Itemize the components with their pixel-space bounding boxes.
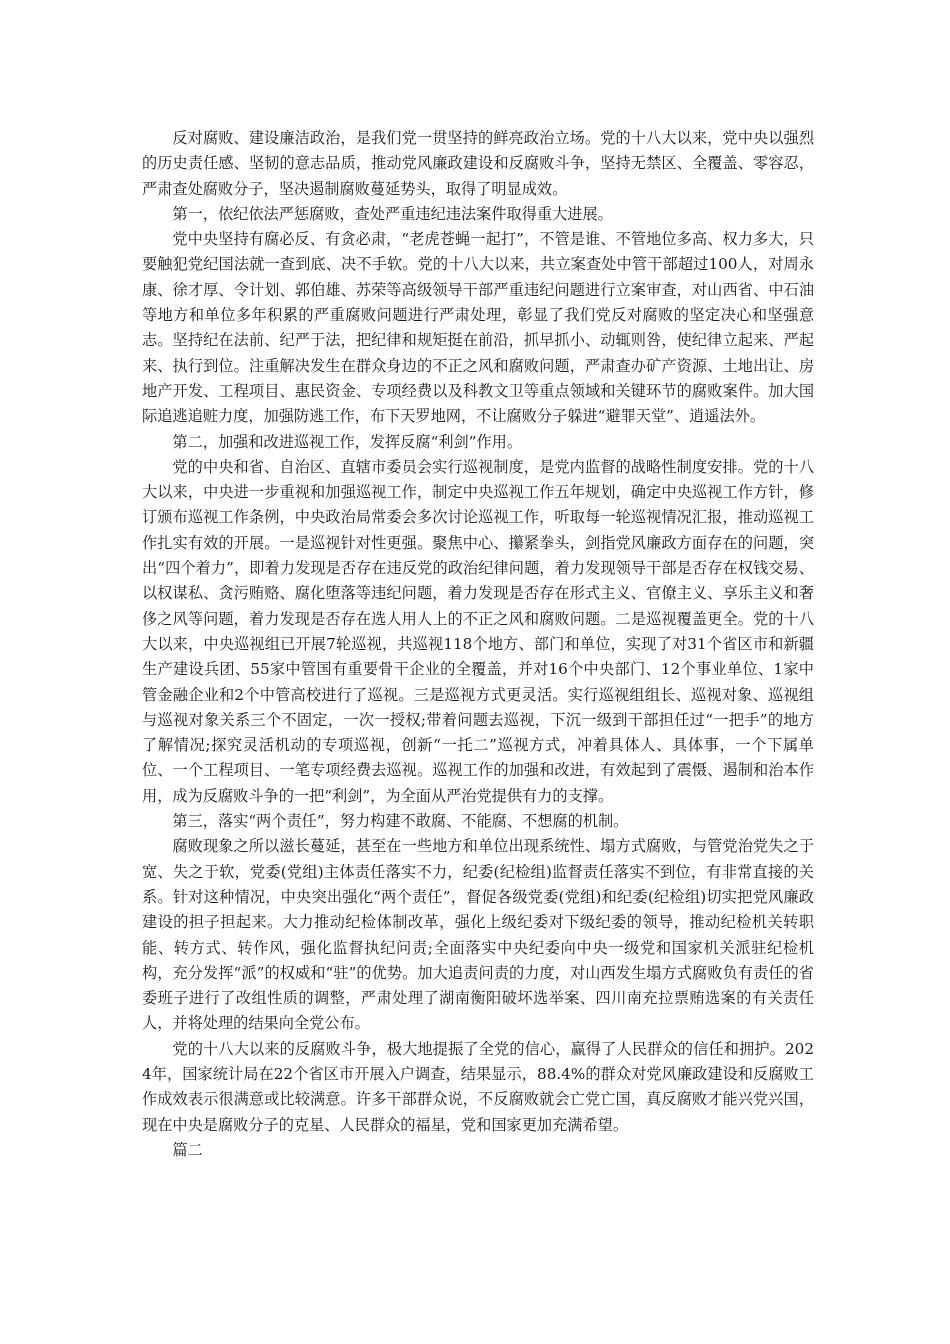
article-body: [142, 126, 814, 1163]
paragraph-section-3: 腐败现象之所以滋长蔓延，甚至在一些地方和单位出现系统性、塌方式腐败，与管党治党失之于宽、失之于软，党委(党组)主体责任落实不力，纪委(纪检组)监督责任落实不到位，有非常直接的关系。针对这种情况，中央突出强化“两个责任”，督促各级党委(党组)和纪委(纪检组)切实把党风廉政建设的担子担起来。大力推动纪检体制改革，强化上级纪委对下级纪委的领导，推动纪检机关转职能、转方式、转作风，强化监督执纪问责;全面落实中央纪委向中央一级党和国家机关派驻纪检机构，充分发挥“派”的权威和“驻”的优势。加大追责问责的力度，对山西发生塌方式腐败负有责任的省委班子进行了改组性质的调整，严肃处理了湖南衡阳破坏选举案、四川南充拉票贿选案的有关责任人，并将处理的结果向全党公布。: [142, 837, 814, 1033]
section-heading-2: 第二，加强和改进巡视工作，发挥反腐“利剑”作用。: [172, 432, 523, 451]
paragraph-section-2: 党的中央和省、自治区、直辖市委员会实行巡视制度，是党内监督的战略性制度安排。党的十八大以来，中央进一步重视和加强巡视工作，制定中央巡视工作五年规划，确定中央巡视工作方针，修订颁布巡视工作条例，中央政治局常委会多次讨论巡视工作，听取每一轮巡视情况汇报，推动巡视工作扎实有效的开展。一是巡视针对性更强。聚焦中心、攥紧拳头，剑指党风廉政方面存在的问题，突出“四个着力”，即着力发现是否存在违反党的政治纪律问题，着力发现领导干部是否存在权钱交易、以权谋私、贪污贿赂、腐化堕落等违纪问题，着力发现是否存在形式主义、官僚主义、享乐主义和奢侈之风等问题，着力发现是否存在选人用人上的不正之风和腐败问题。二是巡视覆盖更全。党的十八大以来，中央巡视组已开展7轮巡视，共巡视118个地方、部门和单位，实现了对31个省区市和新疆生产建设兵团、55家中管国有重要骨干企业的全覆盖，并对16个中央部门、12个事业单位、1家中管金融企业和2个中管高校进行了巡视。三是巡视方式更灵活。实行巡视组组长、巡视对象、巡视组与巡视对象关系三个不固定，一次一授权;带着问题去巡视，下沉一级到干部担任过“一把手”的地方了解情况;探究灵活机动的专项巡视，创新“一托二”巡视方式，冲着具体人、具体事，一个下属单位、一个工程项目、一笔专项经费去巡视。巡视工作的加强和改进，有效起到了震慑、遏制和治本作用，成为反腐败斗争的一把“利剑”，为全面从严治党提供有力的支撑。: [142, 457, 814, 805]
part-label: 篇二: [172, 1140, 203, 1159]
paragraph-conclusion: 党的十八大以来的反腐败斗争，极大地提振了全党的信心，赢得了人民群众的信任和拥护。2024年，国家统计局在22个省区市开展入户调查，结果显示，88.4%的群众对党风廉政建设和反腐败工作成效表示很满意或比较满意。许多干部群众说，不反腐败就会亡党亡国，真反腐败才能兴党兴国，现在中央是腐败分子的克星、人民群众的福星，党和国家更加充满希望。: [142, 1039, 814, 1134]
section-heading-3: 第三，落实“两个责任”，努力构建不敢腐、不能腐、不想腐的机制。: [172, 812, 629, 831]
paragraph-intro: 反对腐败、建设廉洁政治，是我们党一贯坚持的鲜亮政治立场。党的十八大以来，党中央以强烈的历史责任感、坚韧的意志品质，推动党风廉政建设和反腐败斗争，坚持无禁区、全覆盖、零容忍，严肃查处腐败分子，坚决遏制腐败蔓延势头，取得了明显成效。: [142, 129, 814, 198]
section-heading-1: 第一，依纪依法严惩腐败，查处严重违纪违法案件取得重大进展。: [172, 204, 613, 223]
paragraph-section-1: 党中央坚持有腐必反、有贪必肃，“老虎苍蝇一起打”，不管是谁、不管地位多高、权力多大，只要触犯党纪国法就一查到底、决不手软。党的十八大以来，共立案查处中管干部超过100人，对周永康、徐才厚、令计划、郭伯雄、苏荣等高级领导干部严重违纪问题进行立案审查，对山西省、中石油等地方和单位多年积累的严重腐败问题进行严肃处理，彰显了我们党反对腐败的坚定决心和坚强意志。坚持纪在法前、纪严于法，把纪律和规矩挺在前沿，抓早抓小、动辄则咎，使纪律立起来、严起来、执行到位。注重解决发生在群众身边的不正之风和腐败问题，严肃查办矿产资源、土地出让、房地产开发、工程项目、惠民资金、专项经费以及科教文卫等重点领域和关键环节的腐败案件。加大国际追逃追赃力度，加强防逃工作，布下天罗地网，不让腐败分子躲进“避罪天堂”、逍遥法外。: [142, 230, 814, 426]
